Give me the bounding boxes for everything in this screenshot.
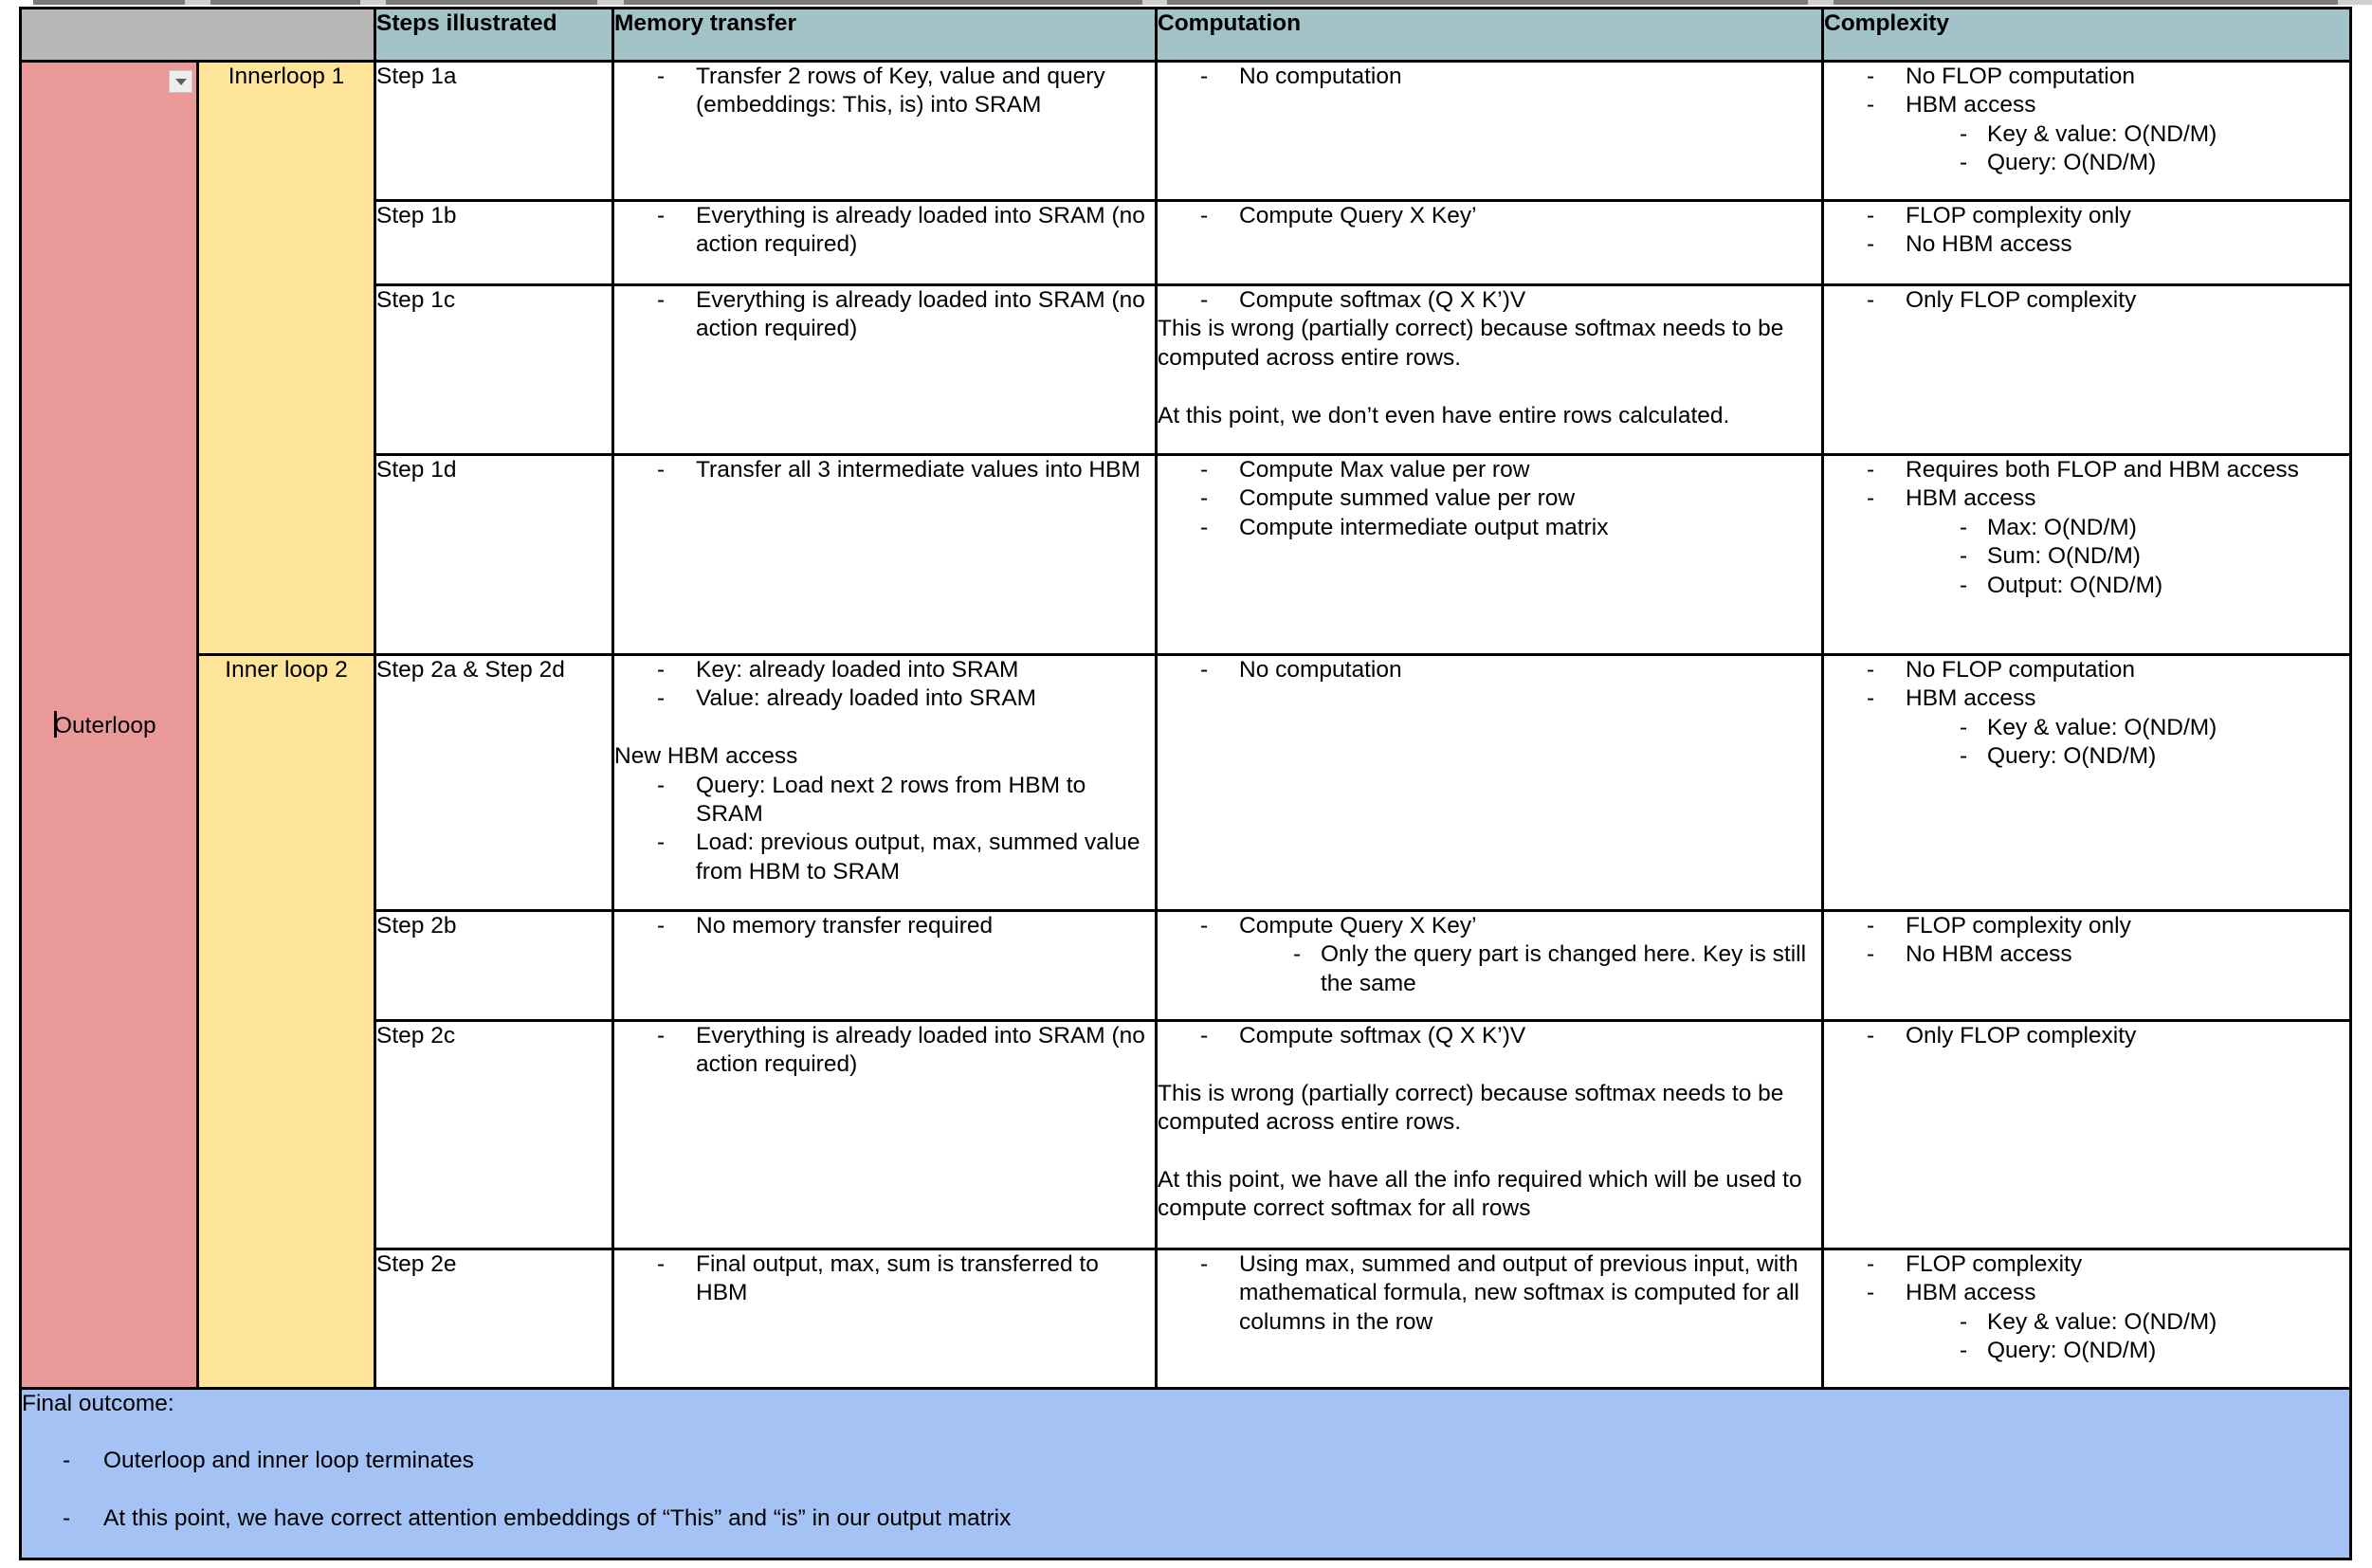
memory-cell[interactable] (613, 1021, 1157, 1249)
chevron-down-icon (175, 79, 187, 85)
computation-item: - Compute summed value per row (1158, 484, 1821, 513)
header-complexity[interactable]: Complexity (1823, 9, 2351, 62)
final-outcome-cell[interactable] (21, 1389, 2351, 1559)
complexity-item-text: HBM access (1906, 485, 2036, 512)
complexity-item-text: HBM access (1906, 685, 2036, 712)
complexity-subitem: - Key & value: O(ND/M) (1824, 714, 2349, 742)
computation-item: - No computation (1158, 656, 1821, 684)
column-handle[interactable] (210, 0, 360, 5)
innerloop-1-label: Innerloop 1 (228, 64, 345, 89)
complexity-cell[interactable] (1823, 285, 2351, 455)
complexity-subitem: - Query: O(ND/M) (1824, 742, 2349, 771)
complexity-item: - No HBM access (1824, 230, 2349, 259)
memory-item: - Everything is already loaded into SRAM (no action required) (614, 202, 1155, 260)
innerloop-1-cell[interactable] (198, 62, 375, 655)
complexity-item (1824, 91, 2349, 177)
computation-item: - Using max, summed and output of previous input, with mathematical formula, new softmax is computed for all columns in the row (1158, 1250, 1821, 1337)
computation-cell[interactable] (1157, 285, 1823, 455)
innerloop-2-cell[interactable] (198, 655, 375, 1389)
outerloop-label: Outerloop (54, 712, 156, 738)
final-outcome-title: Final outcome: (22, 1391, 174, 1416)
complexity-item-text: HBM access (1906, 92, 2036, 119)
column-handle[interactable] (624, 0, 1142, 5)
outerloop-cell[interactable] (21, 62, 198, 1389)
computation-cell[interactable] (1157, 655, 1823, 911)
computation-item (1158, 912, 1821, 998)
complexity-cell[interactable] (1823, 62, 2351, 201)
header-memory-transfer[interactable]: Memory transfer (613, 9, 1157, 62)
column-scroll-strip[interactable] (0, 0, 2372, 6)
computation-item: - Compute softmax (Q X K’)V (1158, 286, 1821, 315)
final-outcome-item: - Outerloop and inner loop terminates (22, 1447, 2349, 1475)
memory-cell[interactable] (613, 655, 1157, 911)
memory-item: - Transfer all 3 intermediate values into HBM (614, 456, 1155, 484)
memory-item: - Query: Load next 2 rows from HBM to SRAM (614, 772, 1155, 830)
computation-note: At this point, we have all the info required which will be used to compute correct softmax for all rows (1158, 1167, 1802, 1222)
computation-item-text: Compute Query X Key’ (1239, 913, 1477, 939)
memory-item: - No memory transfer required (614, 912, 1155, 940)
memory-item: - Load: previous output, max, summed value from HBM to SRAM (614, 829, 1155, 886)
complexity-cell[interactable] (1823, 201, 2351, 285)
column-handle[interactable] (1167, 0, 1808, 5)
memory-cell[interactable] (613, 1249, 1157, 1389)
memory-item: - Everything is already loaded into SRAM (no action required) (614, 1022, 1155, 1080)
computation-note: At this point, we don’t even have entire rows calculated. (1158, 402, 1730, 428)
complexity-cell[interactable] (1823, 455, 2351, 655)
outerloop-label-wrap (54, 711, 156, 740)
computation-cell[interactable] (1157, 201, 1823, 285)
memory-cell[interactable] (613, 911, 1157, 1021)
complexity-cell[interactable] (1823, 1249, 2351, 1389)
memory-cell[interactable] (613, 285, 1157, 455)
flash-attention-steps-table (19, 7, 2352, 1560)
complexity-subitem: - Key & value: O(ND/M) (1824, 1308, 2349, 1337)
complexity-item (1824, 1279, 2349, 1365)
memory-item: - Final output, max, sum is transferred to HBM (614, 1250, 1155, 1308)
column-gap (597, 0, 624, 5)
computation-item: - Compute Max value per row (1158, 456, 1821, 484)
table-row-step-2a-2d (21, 655, 2351, 911)
memory-cell[interactable] (613, 201, 1157, 285)
column-gap (1142, 0, 1167, 5)
step-cell[interactable]: Step 1d (375, 455, 613, 655)
computation-note: This is wrong (partially correct) because softmax needs to be computed across entire rows. (1158, 316, 1784, 371)
memory-heading: New HBM access (614, 743, 798, 770)
complexity-item: - FLOP complexity only (1824, 202, 2349, 230)
complexity-item-text: HBM access (1906, 1280, 2036, 1306)
table-row-step-1a (21, 62, 2351, 201)
memory-item: - Everything is already loaded into SRAM (no action required) (614, 286, 1155, 344)
complexity-subitem: - Max: O(ND/M) (1824, 514, 2349, 542)
complexity-item: - No HBM access (1824, 940, 2349, 969)
column-handle[interactable] (386, 0, 597, 5)
column-handle[interactable] (1834, 0, 2338, 5)
innerloop-2-label: Inner loop 2 (225, 657, 348, 683)
complexity-item (1824, 684, 2349, 771)
complexity-cell[interactable] (1823, 655, 2351, 911)
computation-cell[interactable] (1157, 62, 1823, 201)
header-row (21, 9, 2351, 62)
dropdown-button[interactable] (169, 70, 192, 93)
computation-cell[interactable] (1157, 1021, 1823, 1249)
column-gap (360, 0, 386, 5)
step-cell[interactable]: Step 2a & Step 2d (375, 655, 613, 911)
complexity-cell[interactable] (1823, 911, 2351, 1021)
computation-item: - Compute softmax (Q X K’)V (1158, 1022, 1821, 1050)
memory-cell[interactable] (613, 455, 1157, 655)
column-gap (1808, 0, 1834, 5)
complexity-item: - No FLOP computation (1824, 63, 2349, 91)
header-steps[interactable]: Steps illustrated (375, 9, 613, 62)
memory-cell[interactable] (613, 62, 1157, 201)
complexity-item: - Only FLOP complexity (1824, 1022, 2349, 1050)
complexity-subitem: - Query: O(ND/M) (1824, 149, 2349, 177)
header-computation[interactable]: Computation (1157, 9, 1823, 62)
computation-cell[interactable] (1157, 1249, 1823, 1389)
column-handle[interactable] (33, 0, 185, 5)
column-gap (2338, 0, 2372, 5)
column-gap (185, 0, 210, 5)
complexity-item: - No FLOP computation (1824, 656, 2349, 684)
final-outcome-row (21, 1389, 2351, 1559)
computation-item: - No computation (1158, 63, 1821, 91)
complexity-subitem: - Output: O(ND/M) (1824, 572, 2349, 600)
step-cell[interactable]: Step 1c (375, 285, 613, 455)
complexity-item: - FLOP complexity only (1824, 912, 2349, 940)
computation-note: This is wrong (partially correct) because softmax needs to be computed across entire rows. (1158, 1080, 1784, 1136)
step-cell[interactable]: Step 2b (375, 911, 613, 1021)
computation-item: - Compute Query X Key’ (1158, 202, 1821, 230)
complexity-item (1824, 484, 2349, 600)
memory-item: - Key: already loaded into SRAM (614, 656, 1155, 684)
final-outcome-item: - At this point, we have correct attention embeddings of “This” and “is” in our output matrix (22, 1504, 2349, 1533)
computation-cell[interactable] (1157, 455, 1823, 655)
computation-subitem: - Only the query part is changed here. Key is still the same (1158, 940, 1821, 998)
complexity-cell[interactable] (1823, 1021, 2351, 1249)
computation-item: - Compute intermediate output matrix (1158, 514, 1821, 542)
complexity-item: - Only FLOP complexity (1824, 286, 2349, 315)
complexity-subitem: - Query: O(ND/M) (1824, 1337, 2349, 1365)
complexity-subitem: - Key & value: O(ND/M) (1824, 120, 2349, 149)
step-cell[interactable]: Step 1b (375, 201, 613, 285)
complexity-subitem: - Sum: O(ND/M) (1824, 542, 2349, 571)
step-cell[interactable]: Step 1a (375, 62, 613, 201)
complexity-item: - FLOP complexity (1824, 1250, 2349, 1279)
step-cell[interactable]: Step 2c (375, 1021, 613, 1249)
memory-item: - Value: already loaded into SRAM (614, 684, 1155, 713)
computation-cell[interactable] (1157, 911, 1823, 1021)
complexity-item: - Requires both FLOP and HBM access (1824, 456, 2349, 484)
header-corner (21, 9, 375, 62)
memory-item: - Transfer 2 rows of Key, value and query (embeddings: This, is) into SRAM (614, 63, 1155, 120)
step-cell[interactable]: Step 2e (375, 1249, 613, 1389)
